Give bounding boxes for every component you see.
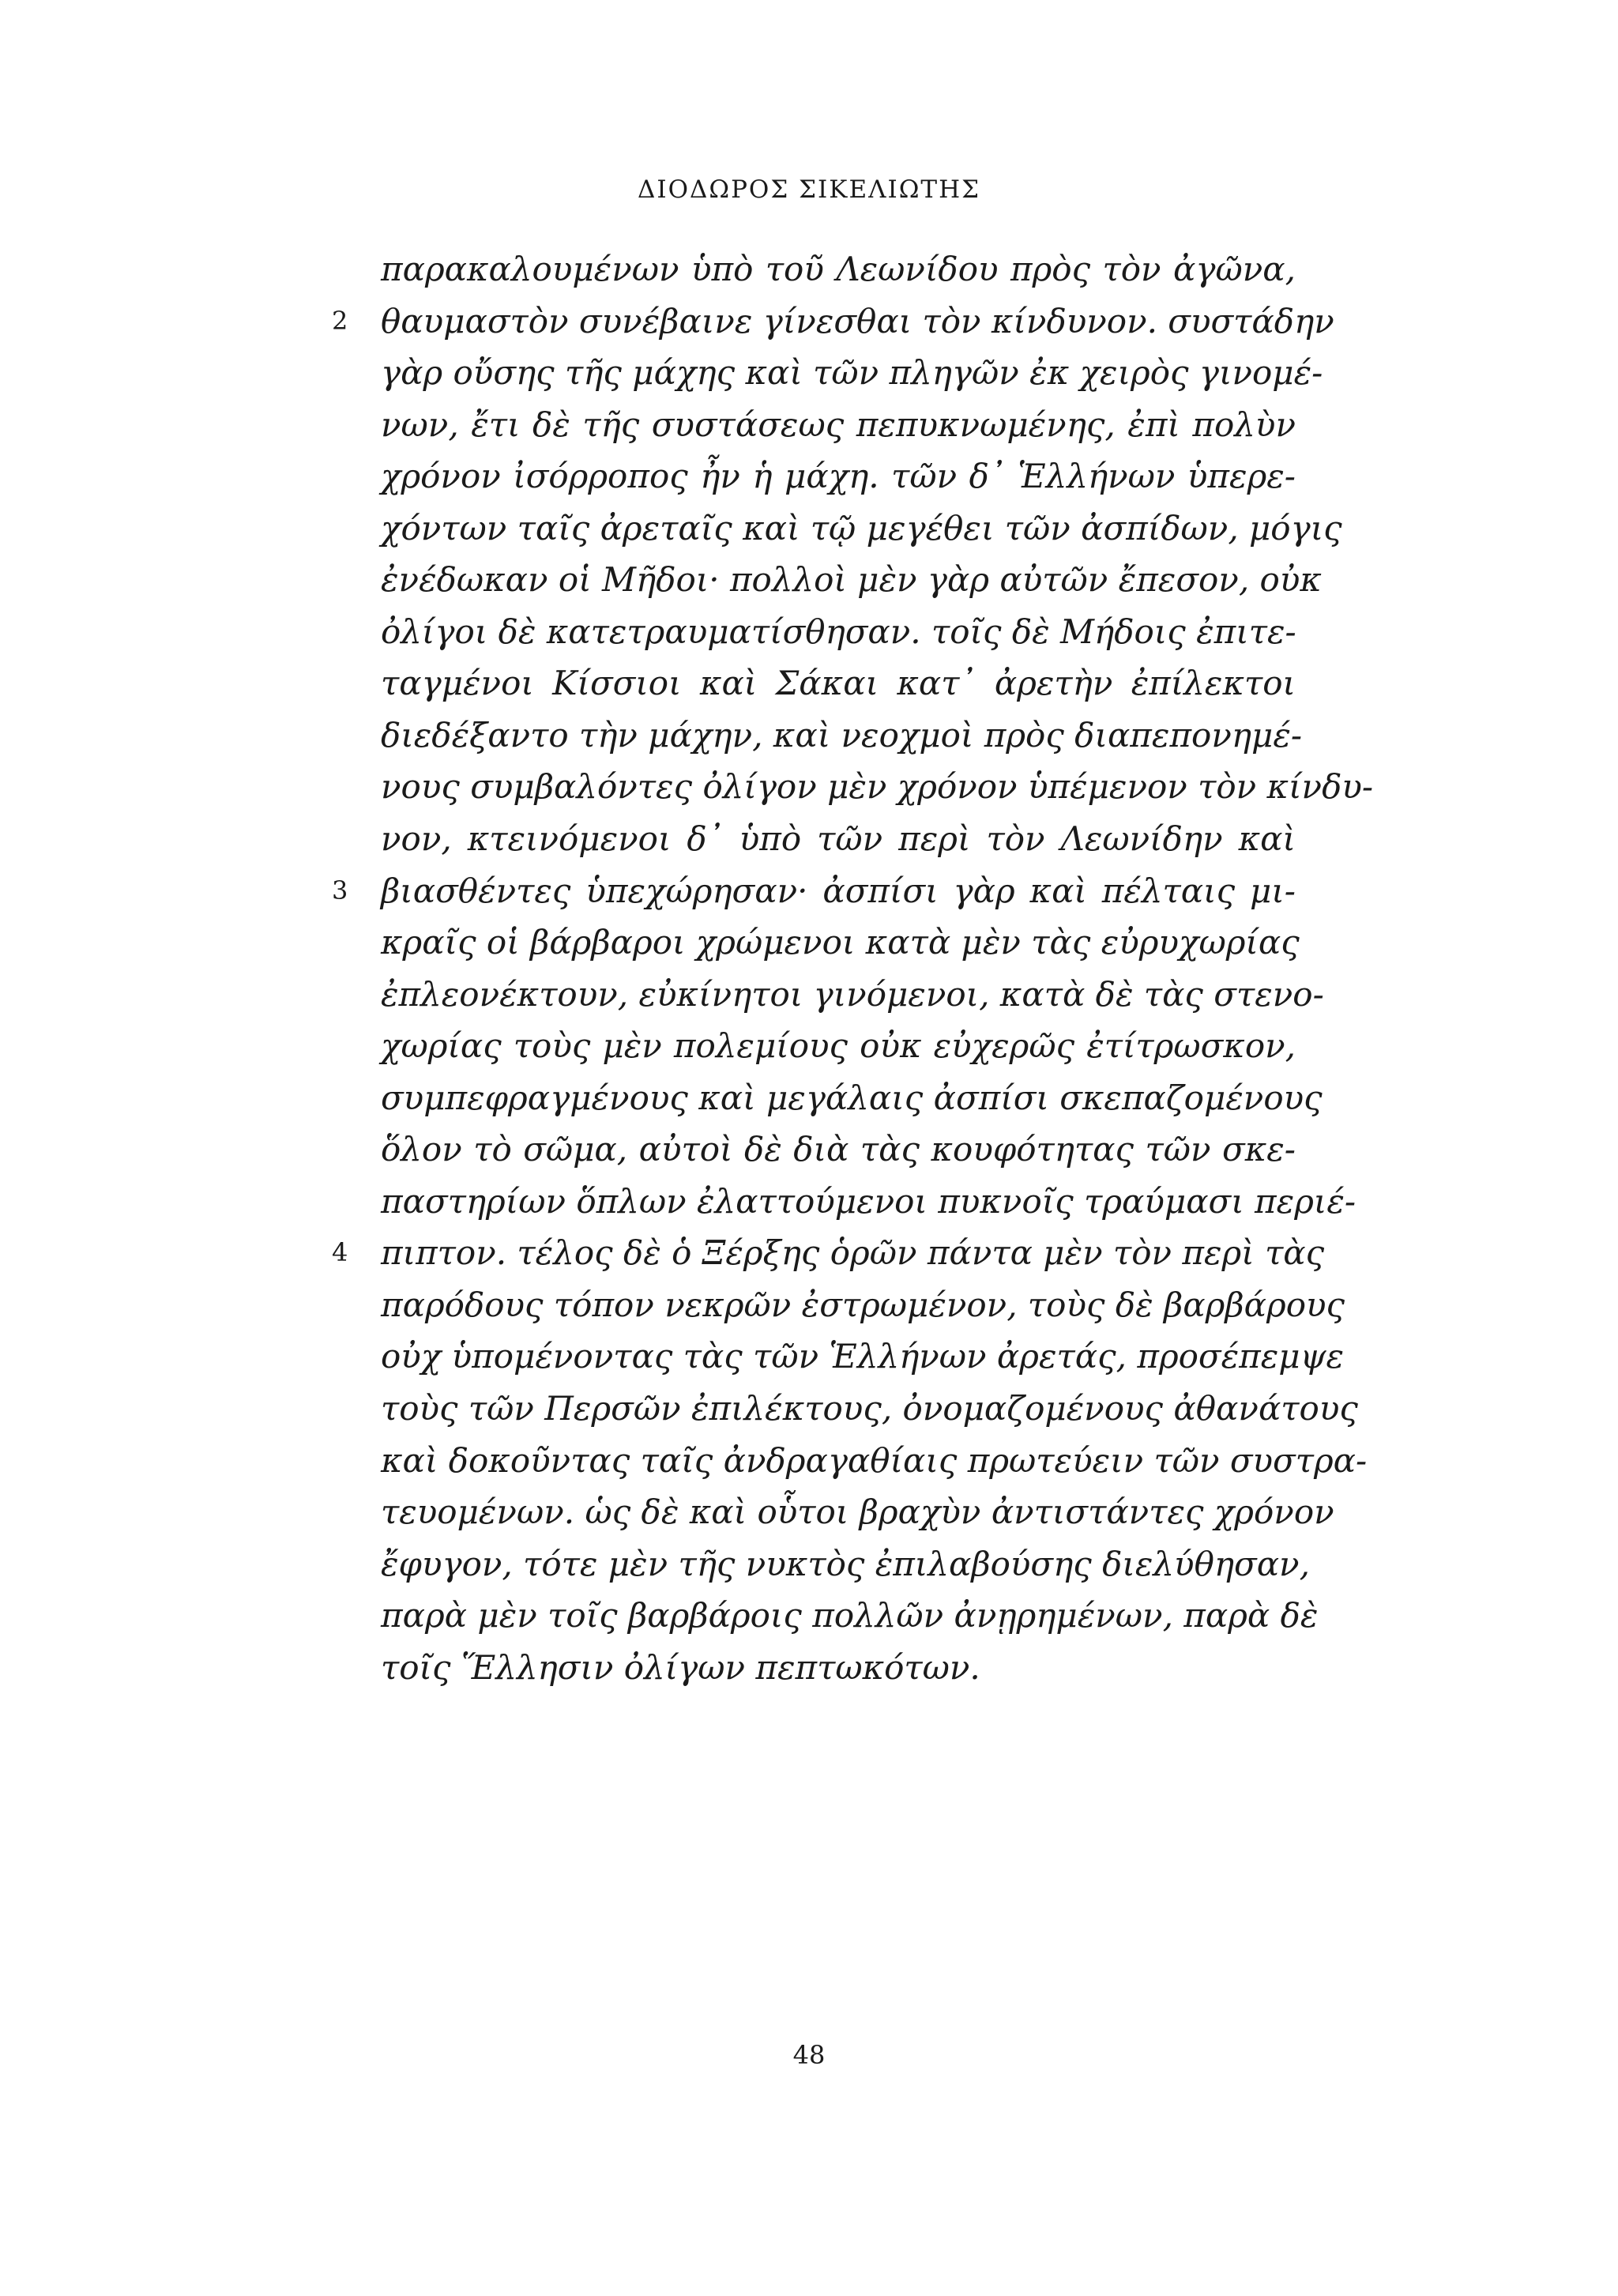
text-line: [332, 865, 1296, 917]
text-line: [381, 1642, 1296, 1694]
text-line: [381, 1124, 1296, 1176]
section-number: 2: [332, 305, 348, 336]
text-line: [381, 657, 1296, 710]
line-text: χρόνον ἰσόρροπος ἦν ἡ μάχη. τῶν δ᾽ Ἑλλήνων ὑπερε-: [381, 457, 1296, 496]
line-text: νους συμβαλόντες ὀλίγον μὲν χρόνον ὑπέμενον τὸν κίνδυ-: [381, 767, 1374, 807]
line-text: ὅλον τὸ σῶμα, αὐτοὶ δὲ διὰ τὰς κουφότητας τῶν σκε-: [381, 1130, 1296, 1169]
text-line: [381, 450, 1296, 502]
text-line: [381, 1590, 1319, 1642]
line-text: καὶ δοκοῦντας ταῖς ἀνδραγαθίαις πρωτεύειν τῶν συστρα-: [381, 1440, 1368, 1480]
line-text: ταγμένοι Κίσσιοι καὶ Σάκαι κατ᾽ ἀρετὴν ἐπίλεκτοι: [381, 664, 1296, 703]
line-text: τοὺς τῶν Περσῶν ἐπιλέκτους, ὀνομαζομένους ἀθανάτους: [381, 1389, 1358, 1428]
line-text: χωρίας τοὺς μὲν πολεμίους οὐκ εὐχερῶς ἐτίτρωσκον,: [381, 1026, 1296, 1066]
line-text: θαυμαστὸν συνέβαινε γίνεσθαι τὸν κίνδυνον. συστάδην: [381, 301, 1334, 341]
text-line: [381, 761, 1374, 813]
line-text: τευομένων. ὡς δὲ καὶ οὗτοι βραχὺν ἀντιστάντες χρόνον: [381, 1492, 1334, 1532]
line-text: παστηρίων ὅπλων ἐλαττούμενοι πυκνοῖς τραύμασι περιέ-: [381, 1181, 1356, 1221]
text-line: [381, 710, 1303, 762]
line-text: νον, κτεινόμενοι δ᾽ ὑπὸ τῶν περὶ τὸν Λεωνίδην καὶ: [381, 819, 1296, 859]
text-line: [381, 243, 1296, 295]
text-line: [332, 295, 1334, 348]
section-number: 3: [332, 875, 348, 905]
line-text: ὀλίγοι δὲ κατετραυματίσθησαν. τοῖς δὲ Μήδοις ἐπιτε-: [381, 612, 1296, 651]
line-text: παρὰ μὲν τοῖς βαρβάροις πολλῶν ἀνῃρημένων, παρὰ δὲ: [381, 1596, 1319, 1635]
text-line: [381, 1383, 1358, 1435]
text-line: [381, 917, 1300, 969]
section-number: 4: [332, 1237, 348, 1268]
text-line: [381, 399, 1296, 451]
text-line: [381, 1486, 1334, 1538]
line-text: οὐχ ὑπομένοντας τὰς τῶν Ἑλλήνων ἀρετάς, προσέπεμψε: [381, 1337, 1345, 1376]
line-text: ἐπλεονέκτουν, εὐκίνητοι γινόμενοι, κατὰ δὲ τὰς στενο-: [381, 974, 1324, 1014]
line-text: συμπεφραγμένους καὶ μεγάλαις ἀσπίσι σκεπαζομένους: [381, 1078, 1323, 1117]
line-text: ἔφυγον, τότε μὲν τῆς νυκτὸς ἐπιλαβούσης διελύθησαν,: [381, 1544, 1310, 1583]
text-line: [381, 1020, 1296, 1072]
text-line: [381, 1331, 1345, 1383]
line-text: γὰρ οὔσης τῆς μάχης καὶ τῶν πληγῶν ἐκ χειρὸς γινομέ-: [381, 353, 1323, 393]
text-line: [381, 813, 1296, 865]
line-text: παρακαλουμένων ὑπὸ τοῦ Λεωνίδου πρὸς τὸν ἀγῶνα,: [381, 250, 1296, 288]
line-text: νων, ἔτι δὲ τῆς συστάσεως πεπυκνωμένης, ἐπὶ πολὺν: [381, 405, 1296, 444]
text-line: [381, 554, 1322, 606]
text-line: [332, 1227, 1325, 1279]
text-line: [381, 1435, 1368, 1487]
text-line: [381, 606, 1296, 658]
running-head: ΔΙΟΔΩΡΟΣ ΣΙΚΕΛΙΩΤΗΣ: [637, 175, 981, 204]
line-text: βιασθέντες ὑπεχώρησαν· ἀσπίσι γὰρ καὶ πέλταις μι-: [381, 871, 1296, 910]
text-line: [381, 502, 1342, 555]
line-text: ἐνέδωκαν οἱ Μῆδοι· πολλοὶ μὲν γὰρ αὐτῶν ἔπεσον, οὐκ: [381, 560, 1322, 600]
greek-text-block: [332, 243, 1374, 1693]
line-text: κραῖς οἱ βάρβαροι χρώμενοι κατὰ μὲν τὰς εὐρυχωρίας: [381, 923, 1300, 962]
text-line: [381, 1538, 1310, 1590]
text-line: [381, 969, 1324, 1021]
line-text: πιπτον. τέλος δὲ ὁ Ξέρξης ὁρῶν πάντα μὲν τὸν περὶ τὰς: [381, 1233, 1325, 1273]
text-line: [381, 1176, 1356, 1228]
line-text: τοῖς Ἕλλησιν ὀλίγων πεπτωκότων.: [381, 1647, 980, 1687]
text-line: [381, 1279, 1345, 1331]
line-text: χόντων ταῖς ἀρεταῖς καὶ τῷ μεγέθει τῶν ἀσπίδων, μόγις: [381, 508, 1342, 548]
page-number: 48: [792, 2040, 826, 2070]
line-text: παρόδους τόπον νεκρῶν ἐστρωμένον, τοὺς δὲ βαρβάρους: [381, 1285, 1345, 1324]
text-line: [381, 347, 1323, 399]
line-text: διεδέξαντο τὴν μάχην, καὶ νεοχμοὶ πρὸς διαπεπονημέ-: [381, 715, 1303, 755]
text-line: [381, 1072, 1323, 1124]
